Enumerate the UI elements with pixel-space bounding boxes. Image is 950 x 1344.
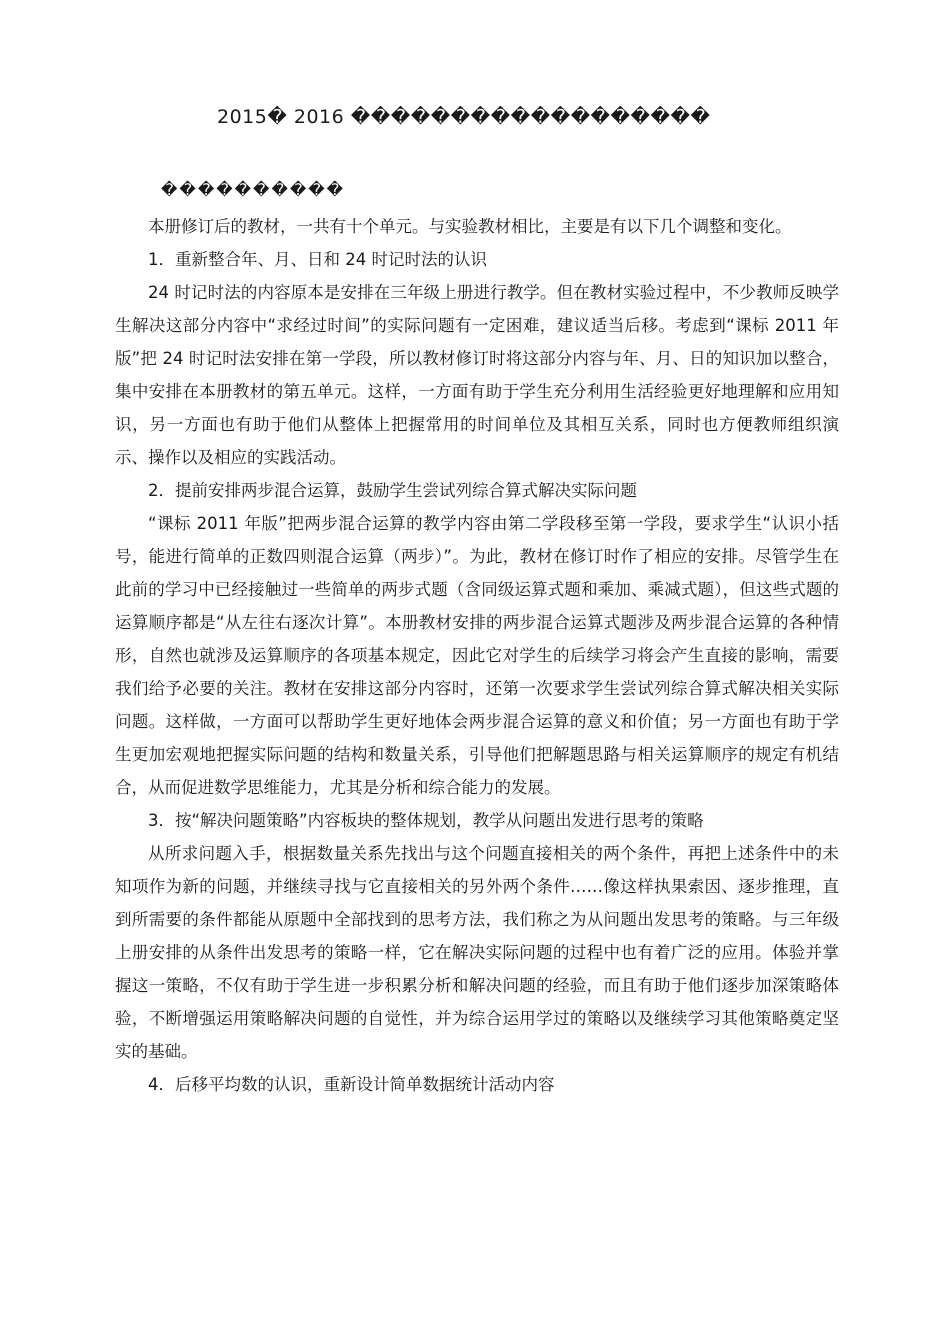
document-body: [115, 210, 839, 1101]
paragraph-item-2: “课标 2011 年版”把两步混合运算的教学内容由第二学段移至第一学段，要求学生“认识小括号，能进行简单的正数四则混合运算（两步）”。为此，教材在修订时作了相应的安排。尽管学生在此前的学习中已经接触过一些简单的两步式题（含同级运算式题和乘加、乘减式题），但这些式题的运算顺序都是“从左往右逐次计算”。本册教材安排的两步混合运算式题涉及两步混合运算的各种情形，自然也就涉及运算顺序的各项基本规定，因此它对学生的后续学习将会产生直接的影响，需要我们给予必要的关注。教材在安排这部分内容时，还第一次要求学生尝试列综合算式解决相关实际问题。这样做，一方面可以帮助学生更好地体会两步混合运算的意义和价值；另一方面也有助于学生更加宏观地把握实际问题的结构和数量关系，引导他们把解题思路与相关运算顺序的规定有机结合，从而促进数学思维能力，尤其是分析和综合能力的发展。: [115, 514, 839, 797]
heading-item-2: 2．提前安排两步混合运算，鼓励学生尝试列综合算式解决实际问题: [148, 481, 637, 500]
paragraph-intro: 本册修订后的教材，一共有十个单元。与实验教材相比，主要是有以下几个调整和变化。: [148, 217, 792, 236]
paragraph-item-1: 24 时记时法的内容原本是安排在三年级上册进行教学。但在教材实验过程中，不少教师反映学生解决这部分内容中“求经过时间”的实际问题有一定困难，建议适当后移。考虑到“课标 2011 年版”把 24 时记时法安排在第一学段，所以教材修订时将这部分内容与年、月、日的知识加以整合，集中安排在本册教材的第五单元。这样，一方面有助于学生充分利用生活经验更好地理解和应用知识，另一方面也有助于他们从整体上把握常用的时间单位及其相互关系，同时也方便教师组织演示、操作以及相应的实践活动。: [115, 283, 839, 467]
section-heading: ����������: [161, 180, 346, 199]
heading-item-3: 3．按“解决问题策略”内容板块的整体规划，教学从问题出发进行思考的策略: [148, 811, 704, 830]
document-title: 2015� 2016 ������������������: [217, 106, 711, 128]
paragraph-item-3: 从所求问题入手，根据数量关系先找出与这个问题直接相关的两个条件，再把上述条件中的未知项作为新的问题，并继续寻找与它直接相关的另外两个条件……像这样执果索因、逐步推理，直到所需要的条件都能从原题中全部找到的思考方法，我们称之为从问题出发思考的策略。与三年级上册安排的从条件出发思考的策略一样，它在解决实际问题的过程中也有着广泛的应用。体验并掌握这一策略，不仅有助于学生进一步积累分析和解决问题的经验，而且有助于他们逐步加深策略体验，不断增强运用策略解决问题的自觉性，并为综合运用学过的策略以及继续学习其他策略奠定坚实的基础。: [115, 844, 839, 1061]
heading-item-4: 4．后移平均数的认识，重新设计简单数据统计活动内容: [148, 1075, 555, 1094]
heading-item-1: 1．重新整合年、月、日和 24 时记时法的认识: [148, 250, 487, 269]
